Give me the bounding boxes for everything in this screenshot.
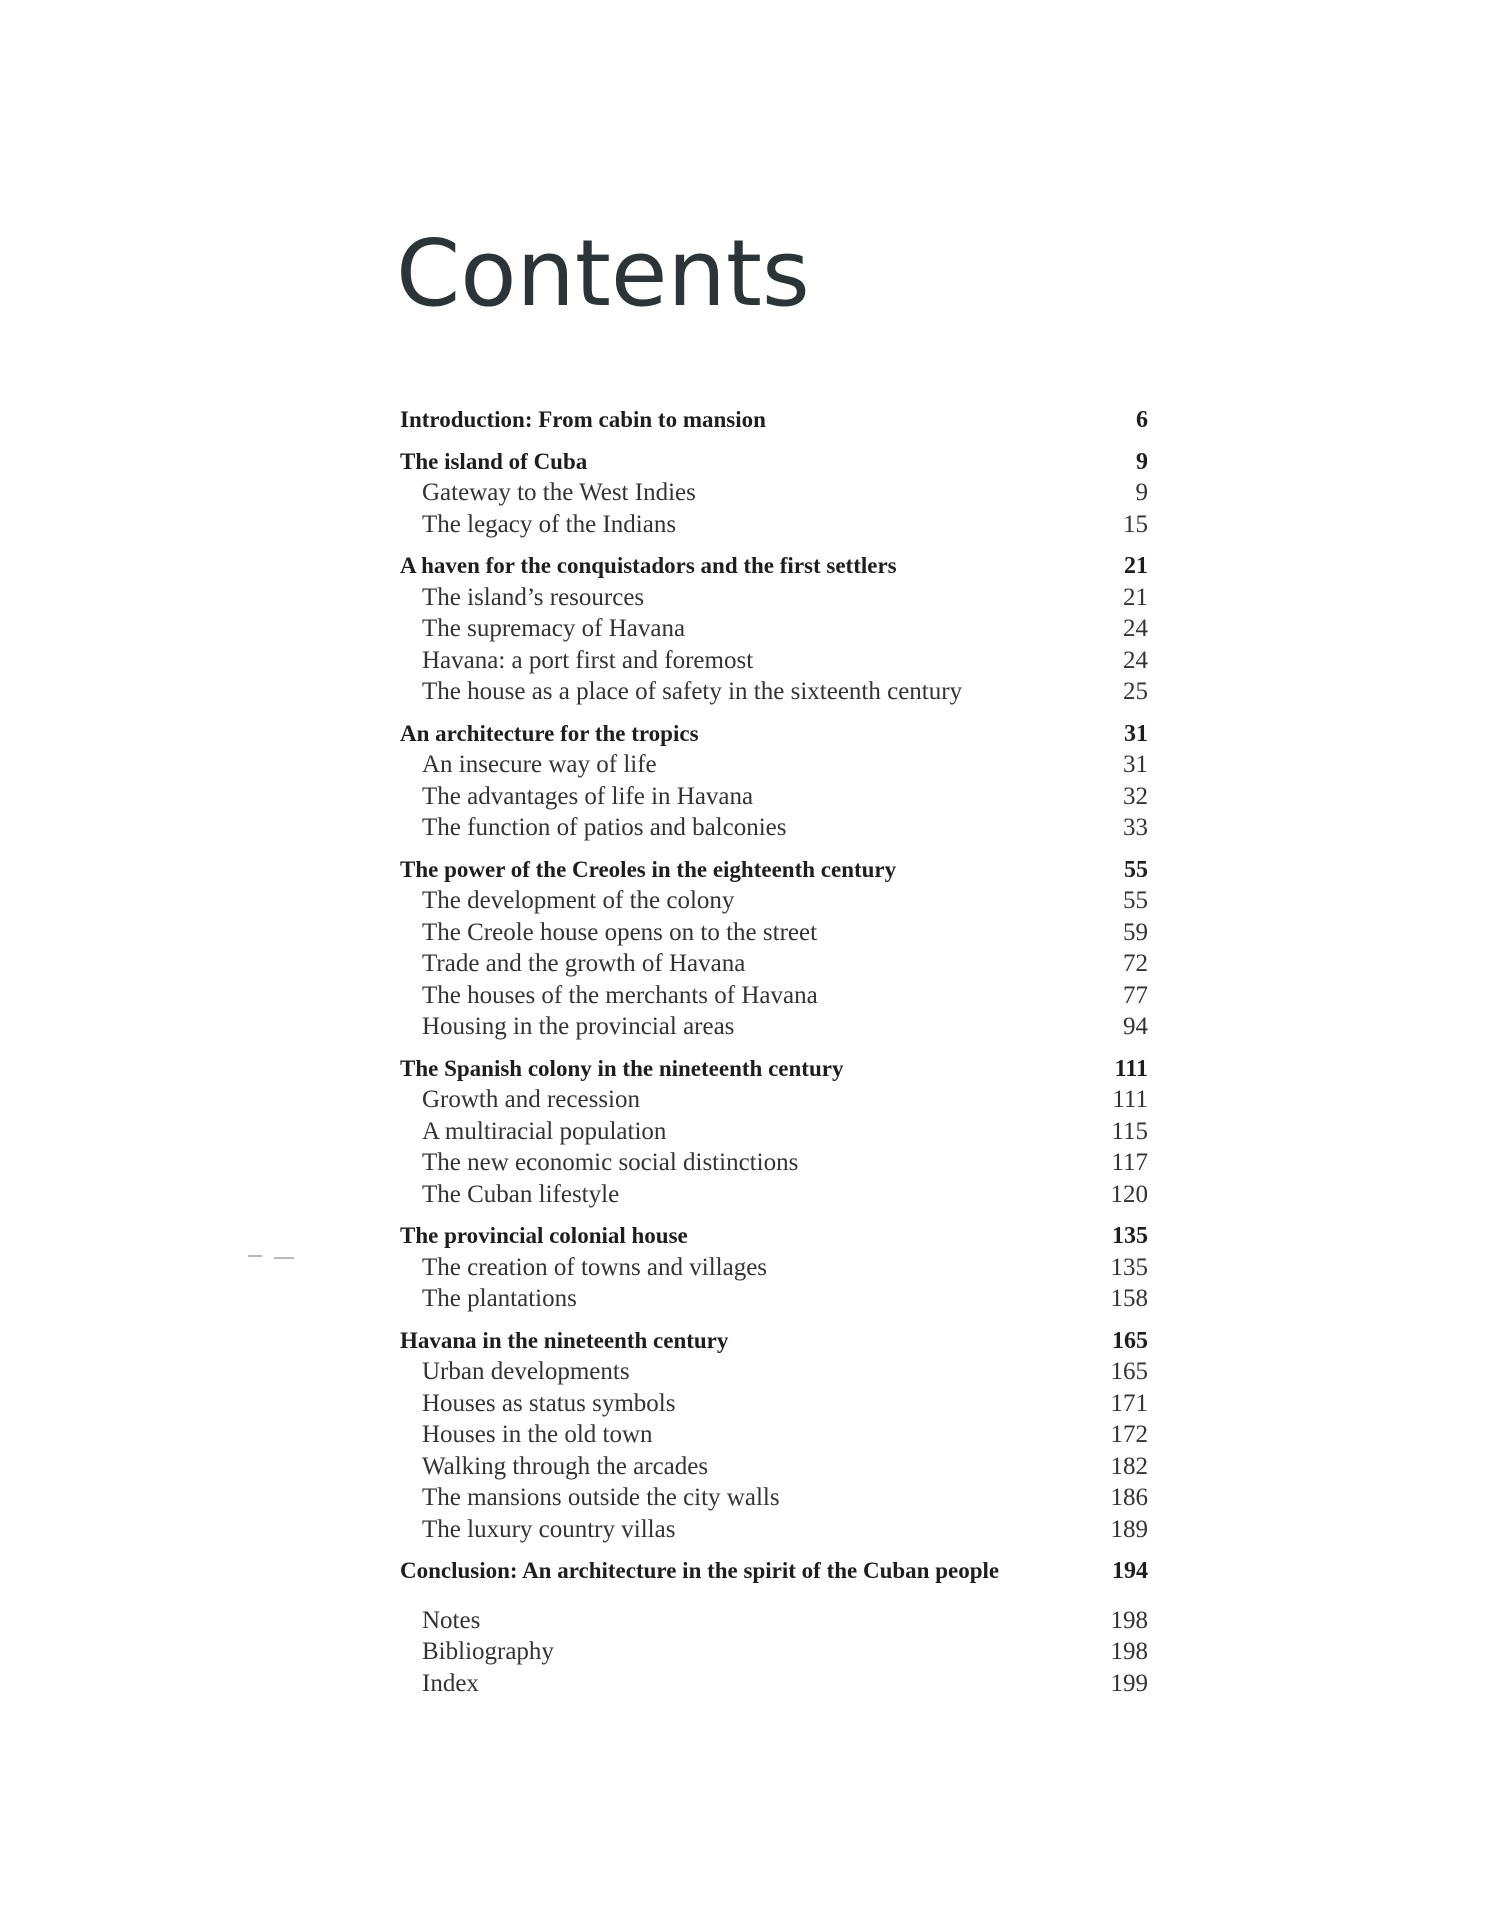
subsection-entry <box>400 1147 1148 1179</box>
subsection-entry <box>400 582 1148 614</box>
subsection-entry <box>400 645 1148 677</box>
subsection-entry <box>400 1179 1148 1211</box>
chapter-heading-page-number: 135 <box>1112 1223 1148 1249</box>
subsection-entry-label: The Cuban lifestyle <box>422 1180 620 1208</box>
appendix-entry <box>400 1605 1148 1637</box>
subsection-entry <box>400 917 1148 949</box>
toc-section <box>400 718 1148 844</box>
subsection-entry-page-number: 182 <box>1110 1452 1148 1480</box>
subsection-entry-page-number: 32 <box>1123 782 1148 810</box>
chapter-heading <box>400 854 1148 886</box>
subsection-entry-label: The island’s resources <box>422 583 645 611</box>
subsection-entry-page-number: 111 <box>1112 1086 1148 1113</box>
scan-mark <box>248 1255 262 1257</box>
subsection-entry <box>400 1419 1148 1451</box>
subsection-entry <box>400 1388 1148 1420</box>
appendix-entry <box>400 1636 1148 1668</box>
subsection-entry-label: The legacy of the Indians <box>422 510 677 538</box>
chapter-heading-page-number: 31 <box>1124 720 1148 747</box>
appendix-entry-page-number: 198 <box>1110 1606 1148 1634</box>
chapter-heading-label: A haven for the conquistadors and the first settlers <box>400 553 897 578</box>
subsection-entry-label: The mansions outside the city walls <box>422 1484 780 1511</box>
subsection-entry-page-number: 77 <box>1123 981 1148 1009</box>
subsection-entry-label: The development of the colony <box>422 887 735 914</box>
subsection-entry-page-number: 59 <box>1123 918 1148 946</box>
toc-section <box>400 854 1148 1043</box>
subsection-entry-label: An insecure way of life <box>422 751 657 778</box>
chapter-heading <box>400 446 1148 478</box>
appendix-entry-label: Bibliography <box>422 1638 554 1665</box>
subsection-entry <box>400 1451 1148 1483</box>
toc-section <box>400 1555 1148 1587</box>
appendix-entry-page-number: 198 <box>1110 1638 1148 1665</box>
subsection-entry-page-number: 120 <box>1110 1180 1148 1208</box>
subsection-entry-page-number: 186 <box>1110 1484 1148 1511</box>
subsection-entry-page-number: 33 <box>1123 814 1148 841</box>
subsection-entry-page-number: 21 <box>1123 583 1148 611</box>
subsection-entry-page-number: 24 <box>1123 615 1148 642</box>
appendix-entry-page-number: 199 <box>1110 1669 1148 1697</box>
chapter-heading <box>400 718 1148 750</box>
chapter-heading-label: The provincial colonial house <box>400 1223 688 1248</box>
chapter-heading-page-number: 9 <box>1136 448 1148 475</box>
appendix-entry <box>400 1668 1148 1700</box>
page-title: Contents <box>396 220 810 327</box>
subsection-entry <box>400 1283 1148 1315</box>
subsection-entry-page-number: 25 <box>1123 678 1148 705</box>
chapter-heading-label: The island of Cuba <box>400 448 588 474</box>
subsection-entry <box>400 1084 1148 1116</box>
chapter-heading-label: Havana in the nineteenth century <box>400 1327 729 1353</box>
subsection-entry <box>400 885 1148 917</box>
subsection-entry-page-number: 171 <box>1110 1389 1148 1417</box>
toc-section <box>400 550 1148 708</box>
subsection-entry-page-number: 135 <box>1110 1253 1148 1281</box>
toc-section <box>400 1220 1148 1315</box>
subsection-entry-page-number: 115 <box>1111 1117 1148 1145</box>
subsection-entry-label: Havana: a port first and foremost <box>422 646 754 674</box>
toc-section <box>400 1053 1148 1211</box>
subsection-entry-page-number: 172 <box>1110 1421 1148 1448</box>
subsection-entry-page-number: 117 <box>1111 1149 1148 1176</box>
subsection-entry-label: The luxury country villas <box>422 1515 676 1543</box>
subsection-entry-label: Houses as status symbols <box>422 1389 676 1417</box>
chapter-heading <box>400 1555 1148 1587</box>
subsection-entry-page-number: 9 <box>1135 479 1148 506</box>
subsection-entry <box>400 781 1148 813</box>
subsection-entry-label: The houses of the merchants of Havana <box>422 981 818 1009</box>
subsection-entry-page-number: 24 <box>1123 646 1148 674</box>
subsection-entry-label: The Creole house opens on to the street <box>422 918 818 946</box>
chapter-heading <box>400 1325 1148 1357</box>
subsection-entry-label: Urban developments <box>422 1358 630 1385</box>
toc-section <box>400 446 1148 541</box>
subsection-entry-page-number: 31 <box>1123 751 1148 778</box>
subsection-entry-page-number: 158 <box>1110 1285 1148 1312</box>
subsection-entry-label: The house as a place of safety in the sixteenth century <box>422 678 963 705</box>
subsection-entry-label: The new economic social distinctions <box>422 1149 799 1176</box>
appendix-entry-label: Index <box>422 1669 479 1697</box>
toc-section <box>400 1325 1148 1546</box>
chapter-heading-page-number: 6 <box>1136 407 1148 433</box>
subsection-entry-label: The plantations <box>422 1285 577 1312</box>
subsection-entry-page-number: 72 <box>1123 950 1148 977</box>
subsection-entry-label: The supremacy of Havana <box>422 615 686 642</box>
subsection-entry-label: A multiracial population <box>422 1117 667 1145</box>
appendix-entry-label: Notes <box>422 1606 481 1634</box>
subsection-entry-label: The function of patios and balconies <box>422 814 787 841</box>
subsection-entry-label: Trade and the growth of Havana <box>422 950 746 977</box>
chapter-heading <box>400 1053 1148 1085</box>
subsection-entry-page-number: 189 <box>1110 1515 1148 1543</box>
subsection-entry-page-number: 55 <box>1123 887 1148 914</box>
chapter-heading-page-number: 21 <box>1124 553 1148 579</box>
subsection-entry <box>400 980 1148 1012</box>
subsection-entry-page-number: 94 <box>1123 1013 1148 1040</box>
subsection-entry <box>400 676 1148 708</box>
subsection-entry <box>400 812 1148 844</box>
subsection-entry-label: Houses in the old town <box>422 1421 653 1448</box>
subsection-entry-label: Growth and recession <box>422 1086 640 1113</box>
subsection-entry-page-number: 15 <box>1123 510 1148 538</box>
subsection-entry-label: Gateway to the West Indies <box>422 479 696 506</box>
subsection-entry-label: The advantages of life in Havana <box>422 782 754 810</box>
chapter-heading-page-number: 55 <box>1124 856 1148 883</box>
subsection-entry <box>400 1514 1148 1546</box>
subsection-entry-label: Housing in the provincial areas <box>422 1013 735 1040</box>
toc-appendix <box>400 1605 1148 1700</box>
chapter-heading-label: Conclusion: An architecture in the spirit of the Cuban people <box>400 1558 1000 1583</box>
chapter-heading-page-number: 111 <box>1114 1055 1148 1082</box>
chapter-heading-label: Introduction: From cabin to mansion <box>400 407 766 432</box>
chapter-heading-page-number: 165 <box>1112 1327 1148 1354</box>
scan-mark <box>274 1257 294 1259</box>
subsection-entry <box>400 509 1148 541</box>
chapter-heading <box>400 1220 1148 1252</box>
subsection-entry <box>400 1116 1148 1148</box>
subsection-entry-label: The creation of towns and villages <box>422 1253 768 1281</box>
subsection-entry-page-number: 165 <box>1110 1358 1148 1385</box>
subsection-entry <box>400 1252 1148 1284</box>
chapter-heading <box>400 404 1148 436</box>
subsection-entry-label: Walking through the arcades <box>422 1452 709 1480</box>
toc-section <box>400 404 1148 436</box>
chapter-heading-label: An architecture for the tropics <box>400 720 699 746</box>
chapter-heading <box>400 550 1148 582</box>
chapter-heading-page-number: 194 <box>1112 1558 1148 1584</box>
chapter-heading-label: The Spanish colony in the nineteenth century <box>400 1055 844 1081</box>
subsection-entry <box>400 613 1148 645</box>
subsection-entry <box>400 1482 1148 1514</box>
subsection-entry <box>400 749 1148 781</box>
subsection-entry <box>400 477 1148 509</box>
subsection-entry <box>400 1356 1148 1388</box>
table-of-contents <box>400 404 1148 1709</box>
subsection-entry <box>400 1011 1148 1043</box>
subsection-entry <box>400 948 1148 980</box>
chapter-heading-label: The power of the Creoles in the eighteenth century <box>400 856 897 882</box>
